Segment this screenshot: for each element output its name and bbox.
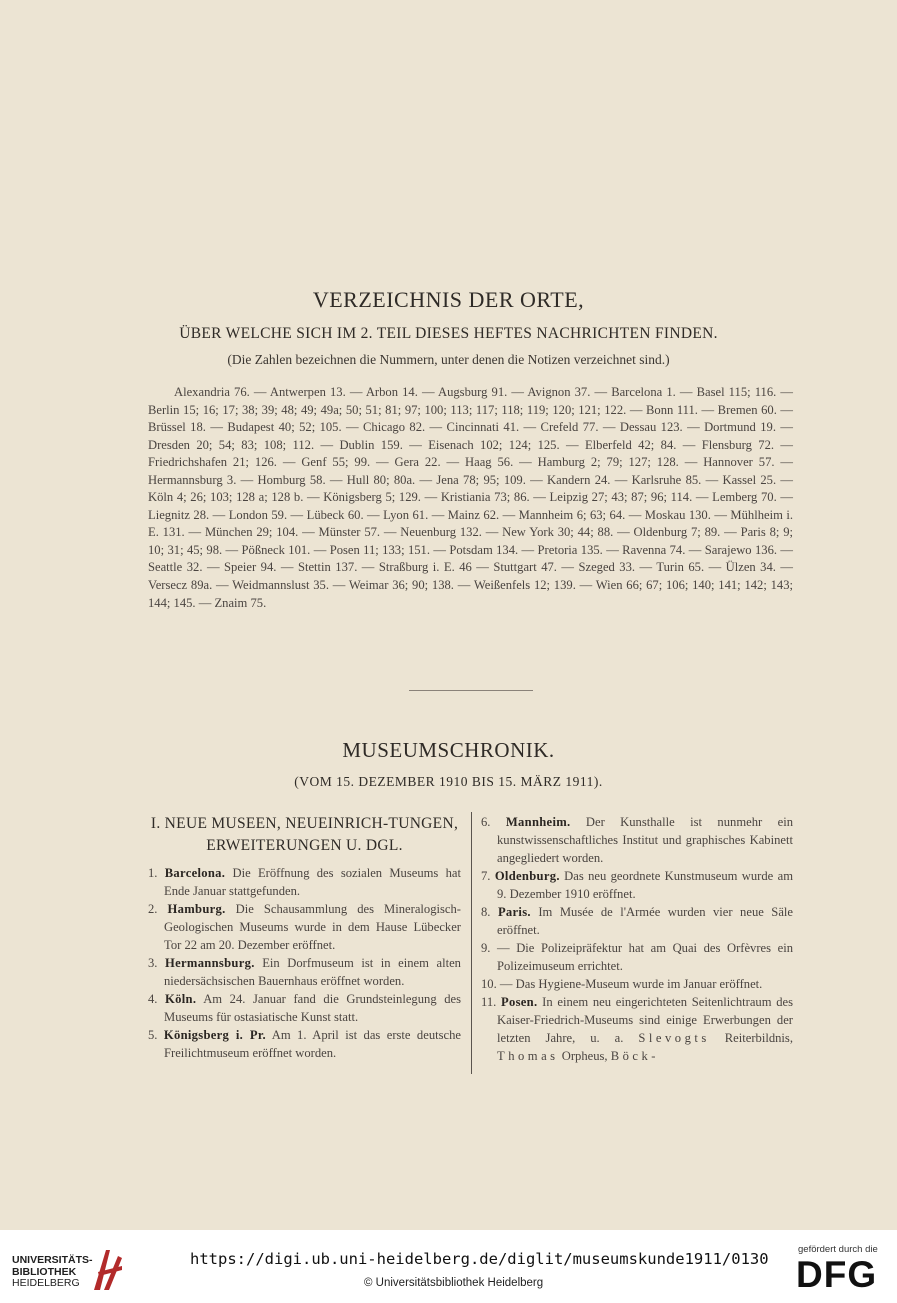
chronicle-entry: [481, 939, 793, 975]
left-entries: [148, 864, 461, 1062]
artist-name: Thomas: [497, 1049, 559, 1063]
entry-number: 1.: [148, 866, 158, 880]
entry-place: Oldenburg.: [494, 869, 560, 883]
entry-place: Barcelona.: [164, 866, 226, 880]
left-column: [148, 813, 461, 1062]
chronicle-entry: [148, 900, 461, 954]
chronicle-entry: [148, 1026, 461, 1062]
entry-number: 10.: [481, 977, 497, 991]
entry-text: Orpheus,: [561, 1049, 608, 1063]
entry-place: Hamburg.: [167, 902, 226, 916]
entry-text: Reiterbildnis,: [724, 1031, 793, 1045]
chronicle-title: MUSEUMSCHRONIK.: [342, 738, 555, 762]
entry-text: — Das Hygiene-Museum wurde im Januar eröffnet.: [499, 977, 763, 991]
entry-text: Im Musée de l'Armée wurden vier neue Säle eröffnet.: [497, 905, 793, 937]
chronicle-subtitle: (VOM 15. DEZEMBER 1910 BIS 15. MÄRZ 1911).: [294, 774, 603, 789]
entry-place: Köln.: [165, 992, 197, 1006]
entry-number: 11.: [481, 995, 497, 1009]
entry-place: Königsberg i. Pr.: [163, 1028, 267, 1042]
entry-number: 8.: [481, 905, 491, 919]
entry-text: Die Eröffnung des sozialen Museums hat Ende Januar stattgefunden.: [164, 866, 461, 898]
entry-number: 6.: [481, 815, 491, 829]
permalink-url[interactable]: https://digi.ub.uni-heidelberg.de/diglit/museumskunde1911/0130: [190, 1250, 769, 1268]
entry-number: 5.: [148, 1028, 158, 1042]
entry-number: 2.: [148, 902, 158, 916]
entry-text: Der Kunsthalle ist nunmehr ein kunstwissenschaftliches Institut und graphisches Kabinett angegliedert worden.: [497, 815, 793, 865]
dfg-caption: gefördert durch die: [798, 1244, 878, 1255]
entry-place: Mannheim.: [505, 815, 571, 829]
entry-place: Posen.: [501, 995, 538, 1009]
column-divider: [471, 812, 472, 1074]
artist-name: Böck-: [610, 1049, 659, 1063]
entry-text: Ein Dorfmuseum ist in einem alten niedersächsischen Bauernhaus eröffnet worden.: [164, 956, 461, 988]
entry-text: In einem neu eingerichteten Seitenlichtraum des Kaiser-Friedrich-Museums sind einige Erwerbungen der letzten Jahre, u. a.: [497, 995, 793, 1045]
right-entries: [481, 813, 793, 993]
dfg-logo[interactable]: DFG: [796, 1254, 878, 1295]
entry-text: — Die Polizeipräfektur hat am Quai des Orfèvres ein Polizeimuseum errichtet.: [497, 941, 793, 973]
chronicle-entry: [481, 813, 793, 867]
index-subtitle: ÜBER WELCHE SICH IM 2. TEIL DIESES HEFTES NACHRICHTEN FINDEN.: [179, 325, 718, 342]
section-divider: [409, 690, 533, 691]
entry-text: Das neu geordnete Kunstmuseum wurde am 9. Dezember 1910 eröffnet.: [497, 869, 793, 901]
chronicle-entry: [481, 975, 793, 993]
entry-11: [481, 993, 793, 1065]
entry-text: Am 24. Januar fand die Grundsteinlegung des Museums für ostasiatische Kunst statt.: [164, 992, 461, 1024]
entry-number: 4.: [148, 992, 158, 1006]
artist-name: Slevogts: [638, 1031, 710, 1045]
right-column: [481, 813, 793, 1065]
entry-place: Hermannsburg.: [165, 956, 255, 970]
index-title: VERZEICHNIS DER ORTE,: [312, 287, 585, 312]
entry-number: 3.: [148, 956, 158, 970]
chronicle-entry: [148, 864, 461, 900]
library-logo-text[interactable]: UNIVERSITÄTS- BIBLIOTHEK HEIDELBERG: [12, 1254, 93, 1289]
entry-text: Die Schausammlung des Mineralogisch-Geologischen Museums wurde in dem Hause Lübecker Tor 22 am 20. Dezember eröffnet.: [164, 902, 462, 952]
index-note: (Die Zahlen bezeichnen die Nummern, unter denen die Notizen verzeichnet sind.): [227, 352, 670, 367]
entry-number: 7.: [481, 869, 491, 883]
entry-text: Am 1. April ist das erste deutsche Freilichtmuseum eröffnet worden.: [164, 1028, 461, 1060]
chronicle-entry: [481, 867, 793, 903]
library-logo-icon[interactable]: [92, 1246, 124, 1292]
entry-place: Paris.: [497, 905, 531, 919]
footer-bar: [0, 1230, 897, 1303]
chronicle-entry: [148, 954, 461, 990]
chronicle-entry: [481, 903, 793, 939]
entry-number: 9.: [481, 941, 491, 955]
section-heading: I. NEUE MUSEEN, NEUEINRICH-TUNGEN, ERWEITERUNGEN U. DGL.: [150, 815, 459, 854]
places-index: Alexandria 76. — Antwerpen 13. — Arbon 14. — Augsburg 91. — Avignon 37. — Barcelona 1. — Basel 115; 116. — Berlin 15; 16; 17; 38; 39; 48; 49; 49a; 50; 51; 81; 97; 100; 113; 117; 118; 119; 120; 121; 122. — Bonn 111. — Bremen 60. — Brüssel 18. — Budapest 40; 52; 105. — Chicago 82. — Cincinnati 41. — Crefeld 77. — Dessau 123. — Dortmund 19. — Dresden 20; 54; 83; 108; 112. — Dublin 159. — Eisenach 102; 124; 125. — Elberfeld 42; 84. — Flensburg 72. — Friedrichshafen 21; 126. — Genf 55; 99. — Gera 22. — Haag 56. — Hamburg 2; 79; 127; 128. — Hannover 57. — Hermannsburg 3. — Homburg 58. — Hull 80; 80a. — Jena 78; 95; 109. — Kandern 24. — Karlsruhe 85. — Kassel 25. — Köln 4; 26; 103; 128 a; 128 b. — Königsberg 5; 129. — Kristiania 73; 86. — Leipzig 27; 43; 87; 96; 114. — Lemberg 70. — Liegnitz 28. — London 59. — Lübeck 60. — Lyon 61. — Mainz 62. — Mannheim 6; 63; 64. — Moskau 130. — Mühlheim i. E. 131. — München 29; 104. — Münster 57. — Neuenburg 132. — New York 30; 44; 88. — Oldenburg 7; 89. — Paris 8; 9; 10; 31; 45; 98. — Pößneck 101. — Posen 11; 133; 151. — Potsdam 134. — Pretoria 135. — Ravenna 74. — Sarajewo 136. — Seattle 32. — Speier 94. — Stettin 137. — Straßburg i. E. 46 — Stuttgart 47. — Szeged 33. — Turin 65. — Ülzen 34. — Versecz 89a. — Weidmannslust 35. — Weimar 36; 90; 138. — Weißenfels 12; 139. — Wien 66; 67; 106; 140; 141; 142; 143; 144; 145. — Znaim 75.: [148, 385, 793, 610]
copyright-notice: © Universitätsbibliothek Heidelberg: [364, 1277, 544, 1289]
chronicle-entry: [148, 990, 461, 1026]
